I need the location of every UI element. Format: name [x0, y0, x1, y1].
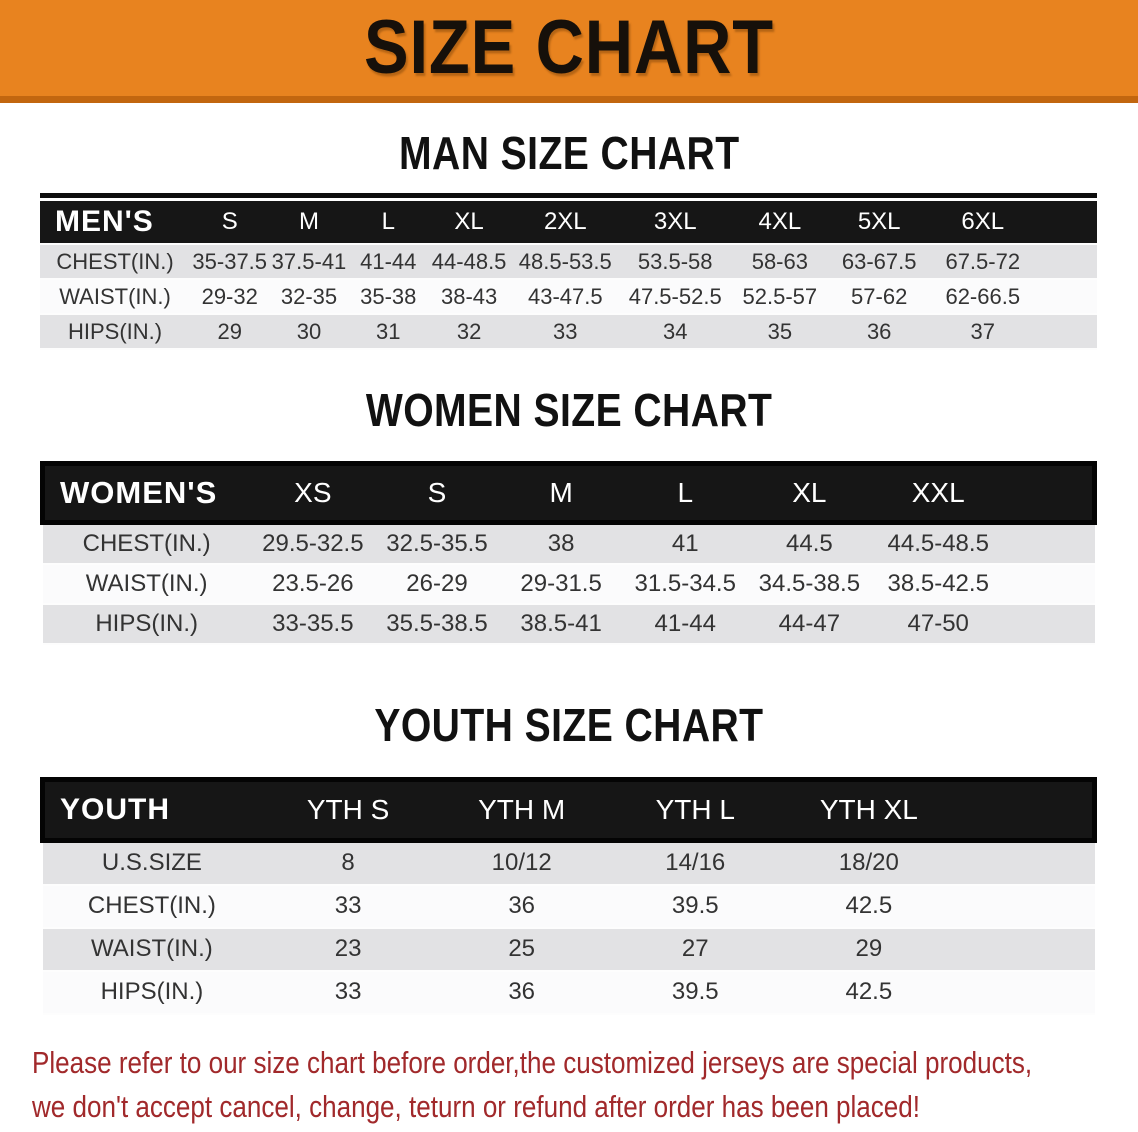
men-header-row [40, 201, 1097, 244]
men-column-header: S [190, 201, 269, 244]
youth-measure-row [43, 840, 1095, 885]
row-label: CHEST(IN.) [43, 885, 262, 928]
youth-size-table [40, 777, 1097, 1015]
size-value-cell: 41-44 [623, 604, 747, 644]
disclaimer-line-2: we don't accept cancel, change, teturn or refund after order has been placed! [32, 1088, 921, 1124]
size-value-cell: 29.5-32.5 [251, 522, 375, 564]
youth-measure-row [43, 928, 1095, 971]
size-value-cell: 44.5-48.5 [871, 522, 1005, 564]
size-value-cell: 27 [608, 928, 782, 971]
header-filler [1037, 201, 1097, 244]
table-top-rule [40, 193, 1097, 198]
size-value-cell: 31 [349, 314, 428, 349]
size-value-cell: 23.5-26 [251, 564, 375, 604]
size-value-cell: 67.5-72 [929, 244, 1037, 279]
size-value-cell: 41 [623, 522, 747, 564]
size-value-cell: 42.5 [782, 885, 956, 928]
women-corner-label: WOMEN'S [43, 463, 251, 522]
header-filler [956, 779, 1095, 840]
row-filler [1005, 564, 1094, 604]
size-value-cell: 48.5-53.5 [510, 244, 620, 279]
women-column-header: L [623, 463, 747, 522]
men-column-header: 3XL [620, 201, 730, 244]
size-value-cell: 8 [261, 840, 435, 885]
size-value-cell: 36 [435, 971, 609, 1014]
youth-measure-row [43, 885, 1095, 928]
size-value-cell: 35.5-38.5 [375, 604, 499, 644]
men-column-header: 2XL [510, 201, 620, 244]
size-value-cell: 32 [428, 314, 510, 349]
row-label: WAIST(IN.) [43, 928, 262, 971]
women-heading-text: WOMEN SIZE CHART [365, 384, 773, 437]
men-table-wrap [40, 193, 1097, 350]
size-value-cell: 43-47.5 [510, 279, 620, 314]
row-filler [956, 928, 1095, 971]
men-column-header: 5XL [830, 201, 929, 244]
row-filler [956, 840, 1095, 885]
size-value-cell: 38.5-42.5 [871, 564, 1005, 604]
size-value-cell: 29 [782, 928, 956, 971]
size-value-cell: 44.5 [747, 522, 871, 564]
row-label: HIPS(IN.) [40, 314, 190, 349]
youth-measure-row [43, 971, 1095, 1014]
size-value-cell: 39.5 [608, 971, 782, 1014]
size-value-cell: 18/20 [782, 840, 956, 885]
row-label: WAIST(IN.) [43, 564, 251, 604]
size-value-cell: 25 [435, 928, 609, 971]
size-value-cell: 62-66.5 [929, 279, 1037, 314]
men-column-header: 4XL [730, 201, 829, 244]
size-value-cell: 29 [190, 314, 269, 349]
size-value-cell: 10/12 [435, 840, 609, 885]
size-value-cell: 57-62 [830, 279, 929, 314]
men-measure-row [40, 279, 1097, 314]
men-column-header: M [269, 201, 348, 244]
men-measure-row [40, 244, 1097, 279]
size-value-cell: 37 [929, 314, 1037, 349]
row-filler [1037, 314, 1097, 349]
size-value-cell: 38-43 [428, 279, 510, 314]
size-value-cell: 33 [261, 885, 435, 928]
size-value-cell: 42.5 [782, 971, 956, 1014]
women-measure-row [43, 522, 1095, 564]
size-value-cell: 33-35.5 [251, 604, 375, 644]
women-measure-row [43, 564, 1095, 604]
size-value-cell: 33 [261, 971, 435, 1014]
youth-column-header: YTH XL [782, 779, 956, 840]
size-value-cell: 31.5-34.5 [623, 564, 747, 604]
women-header-row [43, 463, 1095, 522]
size-value-cell: 36 [830, 314, 929, 349]
row-label: WAIST(IN.) [40, 279, 190, 314]
men-size-table [40, 201, 1097, 350]
women-column-header: XL [747, 463, 871, 522]
size-value-cell: 47.5-52.5 [620, 279, 730, 314]
size-value-cell: 36 [435, 885, 609, 928]
size-value-cell: 30 [269, 314, 348, 349]
size-value-cell: 34.5-38.5 [747, 564, 871, 604]
size-value-cell: 38 [499, 522, 623, 564]
women-measure-row [43, 604, 1095, 644]
size-value-cell: 34 [620, 314, 730, 349]
banner [0, 0, 1138, 103]
header-filler [1005, 463, 1094, 522]
men-column-header: 6XL [929, 201, 1037, 244]
youth-corner-label: YOUTH [43, 779, 262, 840]
row-label: U.S.SIZE [43, 840, 262, 885]
row-filler [956, 971, 1095, 1014]
women-column-header: M [499, 463, 623, 522]
size-value-cell: 29-31.5 [499, 564, 623, 604]
size-value-cell: 44-47 [747, 604, 871, 644]
youth-heading-text: YOUTH SIZE CHART [374, 698, 764, 751]
size-value-cell: 47-50 [871, 604, 1005, 644]
banner-title: SIZE CHART [363, 5, 775, 90]
row-filler [1005, 522, 1094, 564]
men-measure-row [40, 314, 1097, 349]
size-value-cell: 33 [510, 314, 620, 349]
men-section-heading [0, 129, 1138, 177]
size-value-cell: 41-44 [349, 244, 428, 279]
youth-column-header: YTH M [435, 779, 609, 840]
youth-column-header: YTH S [261, 779, 435, 840]
row-label: CHEST(IN.) [43, 522, 251, 564]
row-filler [956, 885, 1095, 928]
size-value-cell: 53.5-58 [620, 244, 730, 279]
disclaimer [0, 1041, 1138, 1129]
size-value-cell: 39.5 [608, 885, 782, 928]
size-value-cell: 58-63 [730, 244, 829, 279]
row-filler [1037, 244, 1097, 279]
youth-table-wrap [40, 777, 1097, 1015]
youth-header-row [43, 779, 1095, 840]
size-value-cell: 37.5-41 [269, 244, 348, 279]
size-value-cell: 23 [261, 928, 435, 971]
size-value-cell: 32.5-35.5 [375, 522, 499, 564]
women-size-table [40, 461, 1097, 645]
size-value-cell: 38.5-41 [499, 604, 623, 644]
size-value-cell: 14/16 [608, 840, 782, 885]
size-value-cell: 35-38 [349, 279, 428, 314]
row-label: HIPS(IN.) [43, 604, 251, 644]
size-value-cell: 26-29 [375, 564, 499, 604]
youth-section-heading [0, 698, 1138, 751]
men-column-header: XL [428, 201, 510, 244]
row-label: CHEST(IN.) [40, 244, 190, 279]
size-value-cell: 52.5-57 [730, 279, 829, 314]
women-section-heading [0, 384, 1138, 437]
size-value-cell: 35-37.5 [190, 244, 269, 279]
row-label: HIPS(IN.) [43, 971, 262, 1014]
women-column-header: S [375, 463, 499, 522]
men-corner-label: MEN'S [40, 201, 190, 244]
men-heading-text: MAN SIZE CHART [398, 127, 740, 179]
women-column-header: XXL [871, 463, 1005, 522]
size-value-cell: 63-67.5 [830, 244, 929, 279]
disclaimer-line-1: Please refer to our size chart before order,the customized jerseys are special products, [32, 1044, 1033, 1080]
size-value-cell: 35 [730, 314, 829, 349]
size-value-cell: 32-35 [269, 279, 348, 314]
women-column-header: XS [251, 463, 375, 522]
men-column-header: L [349, 201, 428, 244]
size-value-cell: 44-48.5 [428, 244, 510, 279]
size-value-cell: 29-32 [190, 279, 269, 314]
women-table-wrap [40, 461, 1097, 645]
row-filler [1037, 279, 1097, 314]
youth-column-header: YTH L [608, 779, 782, 840]
row-filler [1005, 604, 1094, 644]
